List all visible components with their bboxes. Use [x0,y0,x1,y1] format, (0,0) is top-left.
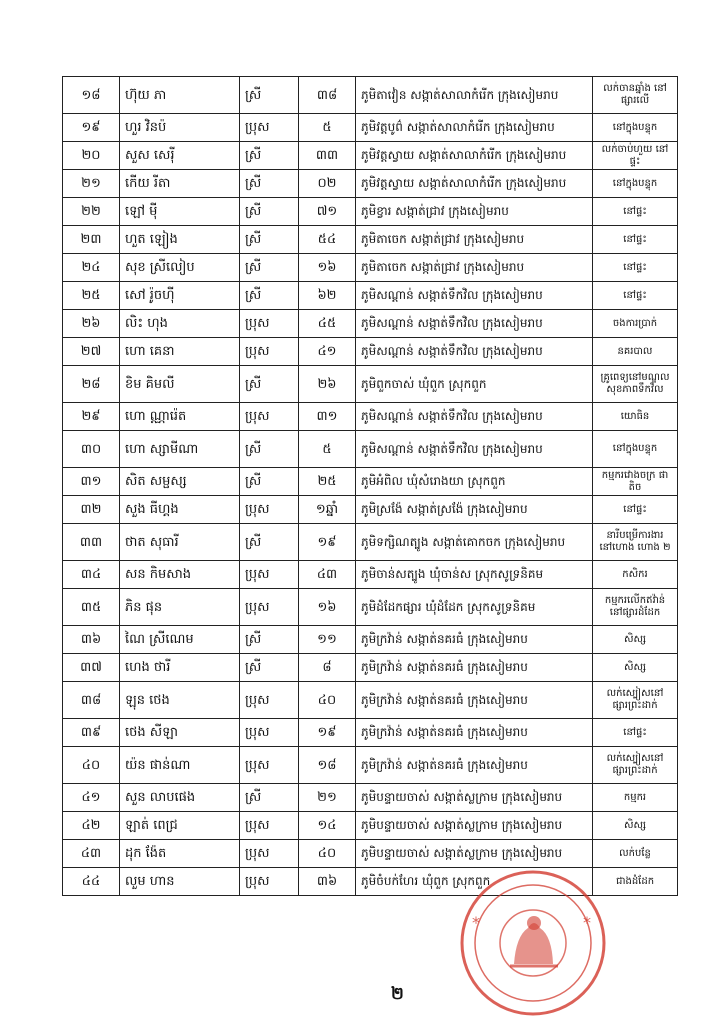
cell-address: ភូមិស្រង៉ែ សង្កាត់ស្រង៉ែ ក្រុងសៀមរាប [356,496,593,524]
cell-address: ភូមិវត្តបូព៌ សង្កាត់សាលាកំរើក ក្រុងសៀមរាប [356,114,593,142]
table-row [63,468,678,496]
table-row [63,170,678,198]
cell-address: ភូមិវត្តស្វាយ សង្កាត់សាលាកំរើក ក្រុងសៀមរាប [356,170,593,198]
cell-occupation: នៅក្នុងបន្ទុក [593,431,678,468]
cell-number: ៤៣ [63,840,120,868]
cell-age: ១៦ [299,589,356,626]
cell-address: ភូមិចាន់សត្បូង ឃុំចាន់ស ស្រុកសូទ្រនិគម [356,561,593,589]
cell-number: ៣៥ [63,589,120,626]
cell-name: កើយ រីតា [120,170,240,198]
cell-age: ៤០ [299,840,356,868]
cell-address: ភូមិសណ្ដាន់ សង្កាត់ទឹកវិល ក្រុងសៀមរាប [356,431,593,468]
cell-number: ២៧ [63,338,120,366]
cell-address: ភូមិបន្ទាយចាស់ សង្កាត់ស្លក្រាម ក្រុងសៀមរាប [356,812,593,840]
cell-age: ៧១ [299,198,356,226]
cell-name: ថេង សីឡា [120,719,240,747]
cell-number: ២៥ [63,282,120,310]
cell-sex: ស្រី [240,142,299,170]
cell-number: ៣២ [63,496,120,524]
table-row [63,654,678,682]
cell-number: ២១ [63,170,120,198]
cell-sex: ស្រី [240,198,299,226]
cell-address: ភូមិក្រវ៉ាន់ សង្កាត់នគរធំ ក្រុងសៀមរាប [356,682,593,719]
cell-name: លួម ហាន [120,868,240,896]
cell-number: ៤៤ [63,868,120,896]
cell-address: ភូមិអំពិល ឃុំសំរោងយា ស្រុកពួក [356,468,593,496]
cell-address: ភូមិក្រវ៉ាន់ សង្កាត់នគរធំ ក្រុងសៀមរាប [356,654,593,682]
cell-age: ៣៦ [299,868,356,896]
page-number: ២ [391,984,404,1004]
cell-name: ឡៅ ម៉ី [120,198,240,226]
cell-name: ខិម គិមលី [120,366,240,403]
cell-occupation: លក់ចាប់ហួយ នៅផ្ទះ [593,142,678,170]
cell-occupation: ចងការប្រាក់ [593,310,678,338]
cell-occupation: លក់បន្លែ [593,840,678,868]
table-row [63,310,678,338]
cell-name: សួន លាបផេង [120,784,240,812]
cell-number: ៣៤ [63,561,120,589]
cell-name: ហួរ វិនប៉ [120,114,240,142]
table-row [63,589,678,626]
cell-name: សៅ រ៉ូចហ៊ី [120,282,240,310]
cell-name: ភិន ផុន [120,589,240,626]
cell-name: សួង ធីហ្គង [120,496,240,524]
cell-occupation: លក់ស្បៀសនៅ ផ្សារព្រះដាក់ [593,747,678,784]
cell-number: ៣១ [63,468,120,496]
official-seal-stamp [458,868,608,1018]
cell-number: ៤២ [63,812,120,840]
cell-age: ១៦ [299,254,356,282]
cell-sex: ប្រុស [240,682,299,719]
cell-name: លិះ ហុង [120,310,240,338]
cell-occupation: នៅផ្ទះ [593,226,678,254]
table-row [63,626,678,654]
cell-age: ១៩ [299,719,356,747]
cell-number: ៤១ [63,784,120,812]
cell-age: ១១ [299,626,356,654]
cell-occupation: នារីបម្រើការងារ នៅហោង ហោង ២ [593,524,678,561]
cell-age: ០២ [299,170,356,198]
table-row [63,561,678,589]
cell-name: សុខ ស្រីលៀប [120,254,240,282]
cell-age: ៥ [299,114,356,142]
cell-occupation: នៅផ្ទះ [593,198,678,226]
cell-name: យ៉ន ផាន់ណា [120,747,240,784]
cell-occupation: នៅផ្ទះ [593,282,678,310]
cell-age: ៣១ [299,403,356,431]
cell-address: ភូមិបន្ទាយចាស់ សង្កាត់ស្លក្រាម ក្រុងសៀមរាប [356,840,593,868]
cell-address: ភូមិទក្សិណត្បូង សង្កាត់គោកចក ក្រុងសៀមរាប [356,524,593,561]
cell-address: ភូមិពួកចាស់ ឃុំពួក ស្រុកពួក [356,366,593,403]
cell-address: ភូមិចំបក់ហែរ ឃុំពួក ស្រុកពួក [356,868,593,896]
table-row [63,431,678,468]
cell-age: ៤១ [299,338,356,366]
cell-address: ភូមិក្រវ៉ាន់ សង្កាត់នគរធំ ក្រុងសៀមរាប [356,747,593,784]
table-row [63,198,678,226]
cell-age: ២៥ [299,468,356,496]
cell-address: ភូមិតាចេក សង្កាត់ជ្រាវ ក្រុងសៀមរាប [356,254,593,282]
cell-occupation: សិស្ស [593,654,678,682]
cell-sex: ប្រុស [240,338,299,366]
cell-address: ភូមិសណ្ដាន់ សង្កាត់ទឹកវិល ក្រុងសៀមរាប [356,338,593,366]
cell-name: ហោ គេនា [120,338,240,366]
cell-occupation: នៅផ្ទះ [593,719,678,747]
cell-sex: ស្រី [240,170,299,198]
cell-sex: ស្រី [240,431,299,468]
cell-name: ដុក ង៉ែត [120,840,240,868]
cell-name: ឡាត់ ពេជ្រ [120,812,240,840]
cell-sex: ប្រុស [240,868,299,896]
cell-number: ២០ [63,142,120,170]
cell-sex: ប្រុស [240,719,299,747]
cell-number: ៣៩ [63,719,120,747]
cell-address: ភូមិសណ្ដាន់ សង្កាត់ទឹកវិល ក្រុងសៀមរាប [356,282,593,310]
table-row [63,784,678,812]
table-row [63,403,678,431]
cell-sex: ប្រុស [240,496,299,524]
cell-address: ភូមិខ្វារ សង្កាត់ជ្រាវ ក្រុងសៀមរាប [356,198,593,226]
cell-sex: ប្រុស [240,310,299,338]
cell-address: ភូមិដំដែកផ្សារ ឃុំដំដែក ស្រុកសូទ្រនិគម [356,589,593,626]
table-row [63,366,678,403]
cell-sex: ស្រី [240,654,299,682]
cell-name: ហ៊ុយ ភា [120,77,240,114]
cell-name: ថាត សុធារី [120,524,240,561]
table-row [63,338,678,366]
cell-address: ភូមិបន្ទាយចាស់ សង្កាត់ស្លក្រាម ក្រុងសៀមរាប [356,784,593,812]
svg-text:*: * [583,913,591,932]
cell-age: ៤០ [299,682,356,719]
cell-occupation: កម្មករ [593,784,678,812]
table-row [63,682,678,719]
cell-name: សិត សម្ផស្ស [120,468,240,496]
cell-name: ហោ ណ្ណារ៉េត [120,403,240,431]
cell-number: ៣៣ [63,524,120,561]
cell-age: ៤៥ [299,310,356,338]
table-row [63,524,678,561]
cell-age: ២៦ [299,366,356,403]
cell-number: ៣៦ [63,626,120,654]
cell-sex: ប្រុស [240,561,299,589]
cell-occupation: នៅផ្ទះ [593,254,678,282]
cell-number: ៣៨ [63,682,120,719]
cell-sex: ស្រី [240,366,299,403]
cell-number: ២៣ [63,226,120,254]
cell-sex: ស្រី [240,77,299,114]
cell-occupation: គ្រូពេទ្យនៅមណ្ឌលសុខភាពទឹកវិល [593,366,678,403]
cell-occupation: នៅក្នុងបន្ទុក [593,170,678,198]
cell-address: ភូមិសណ្ដាន់ សង្កាត់ទឹកវិល ក្រុងសៀមរាប [356,403,593,431]
cell-occupation: នៅផ្ទះ [593,496,678,524]
record-table [62,76,678,896]
table-row [63,812,678,840]
cell-age: ៨ [299,654,356,682]
cell-number: ៣៧ [63,654,120,682]
cell-occupation: កម្មករលើកឥវ៉ាន់ នៅផ្សារដំដែក [593,589,678,626]
cell-number: ១៩ [63,114,120,142]
cell-age: ១៩ [299,524,356,561]
table-row [63,282,678,310]
cell-sex: ប្រុស [240,747,299,784]
cell-occupation: លក់ស្បៀសនៅ ផ្សារព្រះដាក់ [593,682,678,719]
table-row [63,142,678,170]
cell-sex: ស្រី [240,626,299,654]
cell-sex: ស្រី [240,468,299,496]
cell-sex: ប្រុស [240,589,299,626]
cell-name: ឡុន ថេង [120,682,240,719]
cell-number: ១៨ [63,77,120,114]
cell-sex: ប្រុស [240,114,299,142]
cell-address: ភូមិក្រវ៉ាន់ សង្កាត់នគរធំ ក្រុងសៀមរាប [356,626,593,654]
cell-age: ៤៣ [299,561,356,589]
cell-name: សន កិមសាង [120,561,240,589]
cell-occupation: កម្មករវោងចក្រ ផាតិច [593,468,678,496]
cell-occupation: កសិករ [593,561,678,589]
table-row [63,254,678,282]
cell-number: ២២ [63,198,120,226]
cell-name: ហោ ស្សាមីណា [120,431,240,468]
cell-number: ២៦ [63,310,120,338]
cell-age: ៥ [299,431,356,468]
cell-number: ២៩ [63,403,120,431]
cell-sex: ស្រី [240,524,299,561]
cell-sex: ស្រី [240,226,299,254]
cell-sex: ប្រុស [240,403,299,431]
cell-number: ២៨ [63,366,120,403]
cell-age: ៣៨ [299,77,356,114]
table-row [63,840,678,868]
svg-text:*: * [472,913,480,932]
cell-occupation: លក់ចានឆ្នាំង នៅផ្សារលើ [593,77,678,114]
cell-name: សួស សេរ៉ី [120,142,240,170]
cell-sex: ស្រី [240,254,299,282]
cell-address: ភូមិតាវៀន សង្កាត់សាលាកំរើក ក្រុងសៀមរាប [356,77,593,114]
table-row [63,496,678,524]
cell-occupation: សិស្ស [593,812,678,840]
table-row [63,114,678,142]
table-row [63,77,678,114]
table-row [63,719,678,747]
cell-number: ២៤ [63,254,120,282]
cell-occupation: នៅក្នុងបន្ទុក [593,114,678,142]
table-row [63,747,678,784]
cell-occupation: ជាងដំដែក [593,868,678,896]
cell-address: ភូមិតាចេក សង្កាត់ជ្រាវ ក្រុងសៀមរាប [356,226,593,254]
cell-age: ១៤ [299,812,356,840]
cell-name: ហួត ឡៀង [120,226,240,254]
cell-address: ភូមិសណ្ដាន់ សង្កាត់ទឹកវិល ក្រុងសៀមរាប [356,310,593,338]
cell-name: ហេង ថារី [120,654,240,682]
cell-occupation: យោធិន [593,403,678,431]
cell-age: ២១ [299,784,356,812]
cell-sex: ស្រី [240,282,299,310]
cell-age: ៦២ [299,282,356,310]
cell-age: ១ឆ្នាំ [299,496,356,524]
cell-occupation: នគរបាល [593,338,678,366]
table-row [63,226,678,254]
cell-sex: ប្រុស [240,812,299,840]
cell-address: ភូមិវត្តស្វាយ សង្កាត់សាលាកំរើក ក្រុងសៀមរាប [356,142,593,170]
cell-age: ១៨ [299,747,356,784]
cell-number: ៣០ [63,431,120,468]
cell-address: ភូមិក្រវ៉ាន់ សង្កាត់នគរធំ ក្រុងសៀមរាប [356,719,593,747]
cell-age: ៥៤ [299,226,356,254]
cell-occupation: សិស្ស [593,626,678,654]
cell-name: ណៃ ស្រីណេម [120,626,240,654]
cell-sex: ប្រុស [240,840,299,868]
cell-sex: ស្រី [240,784,299,812]
cell-age: ៣៣ [299,142,356,170]
cell-number: ៤០ [63,747,120,784]
